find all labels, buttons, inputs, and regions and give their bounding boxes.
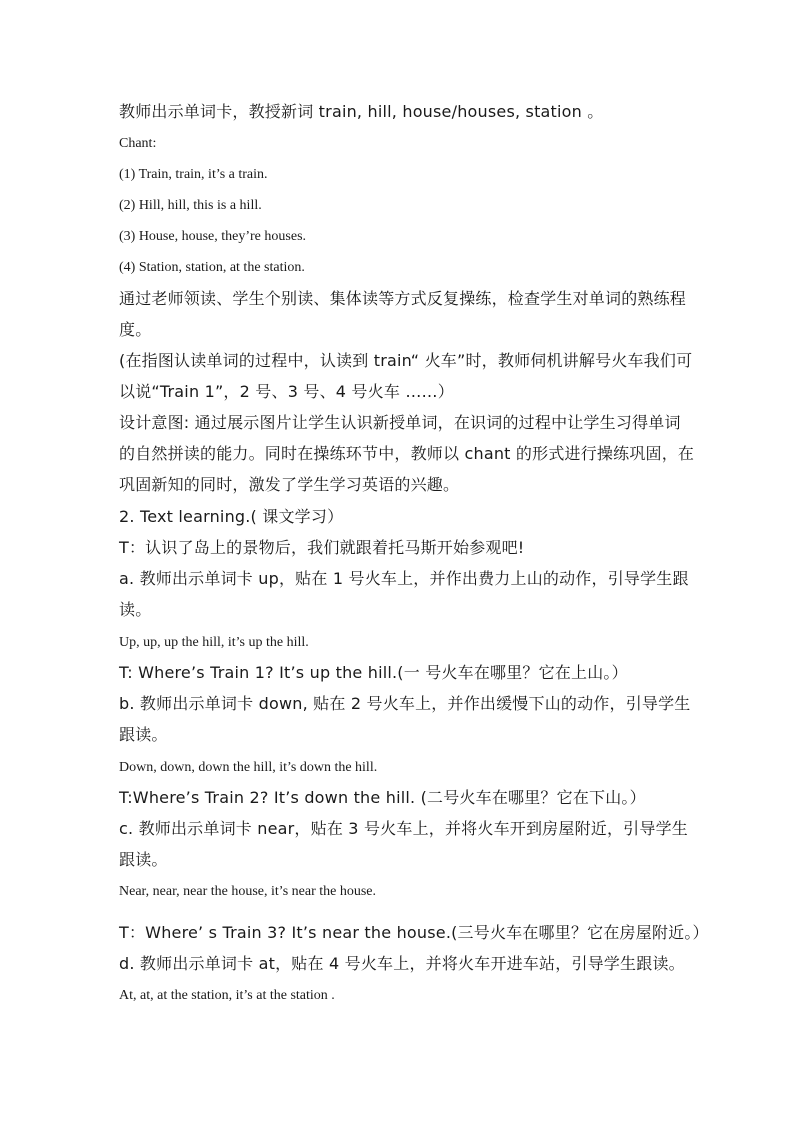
design-intent-line: 巩固新知的同时，激发了学生学习英语的兴趣。 xyxy=(119,475,460,494)
chant-line: Down, down, down the hill, it’s down the hill. xyxy=(119,760,378,775)
chant-line: Near, near, near the house, it’s near the house. xyxy=(119,884,376,899)
text-line: c. 教师出示单词卡 near，贴在 3 号火车上，并将火车开到房屋附近，引导学生 xyxy=(119,819,688,838)
chant-line: Up, up, up the hill, it’s up the hill. xyxy=(119,635,309,650)
chant-heading: Chant: xyxy=(119,136,157,151)
chant-line: (3) House, house, they’re houses. xyxy=(119,229,307,244)
chant-line: (2) Hill, hill, this is a hill. xyxy=(119,198,262,213)
text-line: (在指图认读单词的过程中，认读到 train“ 火车”时，教师伺机讲解号火车我们可 xyxy=(119,351,693,370)
text-line: 教师出示单词卡，教授新词 train, hill, house/houses, station 。 xyxy=(119,102,604,121)
text-line: 跟读。 xyxy=(119,850,168,869)
design-intent-line: 的自然拼读的能力。同时在操练环节中，教师以 chant 的形式进行操练巩固，在 xyxy=(119,444,695,463)
section-heading: 2. Text learning.( 课文学习） xyxy=(119,507,344,526)
text-line: 读。 xyxy=(119,600,152,619)
design-intent-line: 设计意图: 通过展示图片让学生认识新授单词，在识词的过程中让学生习得单词 xyxy=(119,413,681,432)
text-line: T：Where’ s Train 3? It’s near the house.(三号火车在哪里？它在房屋附近。） xyxy=(119,923,709,942)
text-line: d. 教师出示单词卡 at，贴在 4 号火车上，并将火车开进车站，引导学生跟读。 xyxy=(119,954,685,973)
chant-line: At, at, at the station, it’s at the station . xyxy=(119,988,335,1003)
text-line: 通过老师领读、学生个别读、集体读等方式反复操练，检查学生对单词的熟练程 xyxy=(119,289,687,308)
text-line: 跟读。 xyxy=(119,725,168,744)
chant-line: (1) Train, train, it’s a train. xyxy=(119,167,268,182)
text-line: b. 教师出示单词卡 down, 贴在 2 号火车上，并作出缓慢下山的动作，引导学生 xyxy=(119,694,691,713)
chant-line: (4) Station, station, at the station. xyxy=(119,260,305,275)
text-line: T:Where’s Train 2? It’s down the hill. (二号火车在哪里？它在下山。） xyxy=(119,788,646,807)
text-line: 以说“Train 1”，2 号、3 号、4 号火车 ……） xyxy=(119,382,454,401)
text-line: 度。 xyxy=(119,320,152,339)
text-line: a. 教师出示单词卡 up，贴在 1 号火车上，并作出费力上山的动作，引导学生跟 xyxy=(119,569,689,588)
text-line: T：认识了岛上的景物后，我们就跟着托马斯开始参观吧! xyxy=(119,538,525,557)
text-line: T: Where’s Train 1? It’s up the hill.(一 号火车在哪里？它在上山。） xyxy=(119,663,628,682)
